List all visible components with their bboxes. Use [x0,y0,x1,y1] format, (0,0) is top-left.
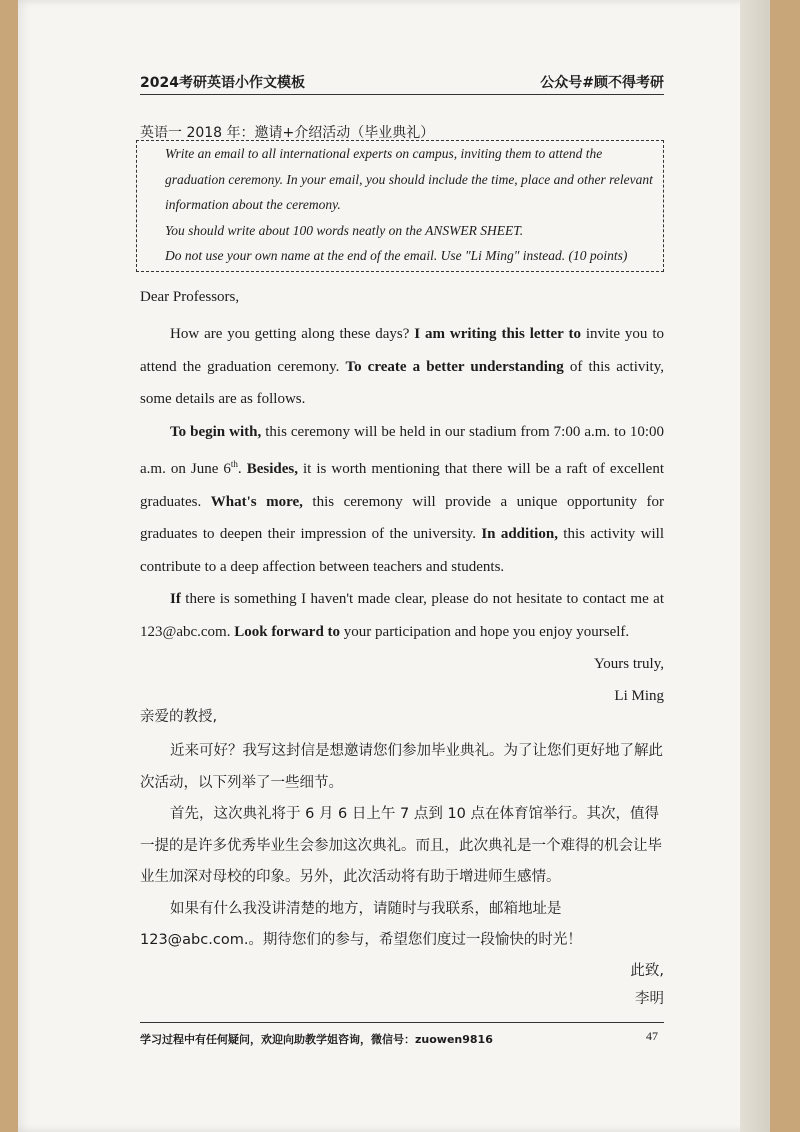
header-account: 公众号#顾不得考研 [540,75,664,91]
task-title: 英语一 2018 年：邀请+介绍活动（毕业典礼） [140,125,435,141]
header-title: 2024考研英语小作文模板 [140,75,305,91]
cn-closing: 此致, [630,962,664,979]
letter-paragraph-1: How are you getting along these days? I am writing this letter to invite you to attend the graduation ceremony. To create a better understanding of this activity, some details are as follows. [140,326,664,407]
task-prompt-box [136,140,664,272]
letter-closing: Yours truly, [593,656,664,672]
chinese-translation [140,702,664,1013]
cn-paragraph-1: 近来可好？我写这封信是想邀请您们参加毕业典礼。为了让您们更好地了解此次活动，以下列举了一些细节。 [140,743,663,791]
letter-paragraph-3: If there is something I haven't made clear, please do not hesitate to contact me at 123@abc.com. Look forward to your participation and hope you enjoy yourself. [140,591,664,640]
page-header [140,70,664,95]
english-letter [140,284,664,712]
task-prompt-3: Do not use your own name at the end of the email. Use "Li Ming" instead. (10 points) [165,248,628,263]
page-number: 47 [646,1029,658,1043]
task-prompt-2: You should write about 100 words neatly on the ANSWER SHEET. [165,222,524,238]
cn-salutation: 亲爱的教授, [140,709,218,725]
page-footer [140,1022,664,1051]
letter-salutation: Dear Professors, [140,289,240,305]
task-prompt-1: Write an email to all international experts on campus, inviting them to attend the graduation ceremony. In your email, you should include the time, place and other relevant information about the ceremony. [165,146,653,212]
cn-paragraph-3: 如果有什么我没讲清楚的地方，请随时与我联系，邮箱地址是 123@abc.com.。期待您们的参与，希望您们度过一段愉快的时光！ [140,900,582,948]
page-edge-shadow [740,0,770,1132]
cn-paragraph-2: 首先，这次典礼将于 6 月 6 日上午 7 点到 10 点在体育馆举行。其次，值得一提的是许多优秀毕业生会参加这次典礼。而且，此次典礼是一个难得的机会让毕业生加深对母校的印象。另外，此次活动将有助于增进师生感情。 [140,806,662,885]
document-page [18,0,770,1132]
letter-signature: Li Ming [614,688,664,704]
footer-note: 学习过程中有任何疑问，欢迎向助教学姐咨询，微信号：zuowen9816 [140,1033,493,1046]
letter-paragraph-2: To begin with, this ceremony will be held in our stadium from 7:00 a.m. to 10:00 a.m. on June 6th. Besides, it is worth mentioning that there will be a raft of excellent graduates. What's more, this ceremony will provide a unique opportunity for graduates to deepen their impression of the university. In addition, this activity will contribute to a deep affection between teachers and students. [140,423,665,575]
cn-signature: 李明 [635,990,664,1007]
